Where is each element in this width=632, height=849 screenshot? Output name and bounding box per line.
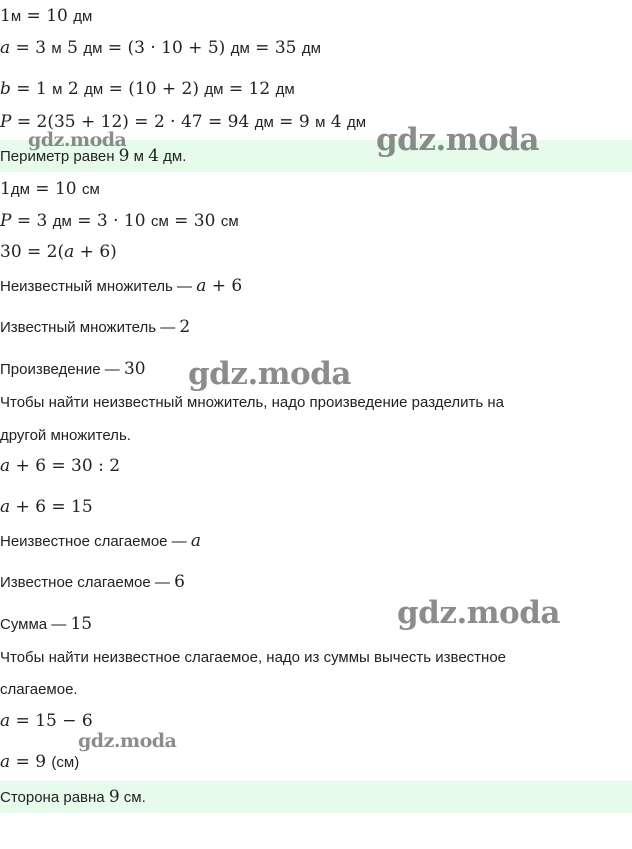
line-a-value: a = 3 м 5 дм = (3 · 10 + 5) дм = 35 дм xyxy=(0,38,321,58)
rule-unknown-addend-2: слагаемое. xyxy=(0,681,78,698)
line-sum: Сумма — 15 xyxy=(0,614,93,634)
line-b-value: b = 1 м 2 дм = (10 + 2) дм = 12 дм xyxy=(0,79,295,99)
answer-side: Сторона равна 9 см. xyxy=(0,781,632,813)
watermark: gdz.moda xyxy=(188,356,351,392)
watermark: gdz.moda xyxy=(397,595,560,631)
answer-perimeter: Периметр равен 9 м 4 дм. xyxy=(0,140,632,172)
line-a-plus-6-div: a + 6 = 30 : 2 xyxy=(0,456,121,476)
watermark: gdz.moda xyxy=(28,129,127,151)
watermark: gdz.moda xyxy=(78,730,177,752)
line-a-15-minus-6: a = 15 − 6 xyxy=(0,711,93,731)
line-perimeter-cm: P = 3 дм = 3 · 10 см = 30 см xyxy=(0,211,239,231)
line-known-factor: Известный множитель — 2 xyxy=(0,317,191,337)
line-1dm-10cm: 1дм = 10 см xyxy=(0,179,100,199)
line-equation: 30 = 2(a + 6) xyxy=(0,242,117,262)
line-a-9cm: a = 9 (см) xyxy=(0,752,80,772)
rule-unknown-addend-1: Чтобы найти неизвестное слагаемое, надо из суммы вычесть известное xyxy=(0,649,507,666)
rule-unknown-factor-2: другой множитель. xyxy=(0,427,131,444)
watermark: gdz.moda xyxy=(376,122,539,158)
line-1m-10dm: 1м = 10 дм xyxy=(0,6,93,26)
line-unknown-factor: Неизвестный множитель — a + 6 xyxy=(0,276,243,296)
line-unknown-addend: Неизвестное слагаемое — a xyxy=(0,531,201,551)
line-perimeter-calc: P = 2(35 + 12) = 2 · 47 = 94 дм = 9 м 4 дм xyxy=(0,112,367,132)
rule-unknown-factor-1: Чтобы найти неизвестный множитель, надо произведение разделить на xyxy=(0,394,504,411)
line-a-plus-6-15: a + 6 = 15 xyxy=(0,497,93,517)
line-known-addend: Известное слагаемое — 6 xyxy=(0,572,185,592)
line-product: Произведение — 30 xyxy=(0,359,146,379)
